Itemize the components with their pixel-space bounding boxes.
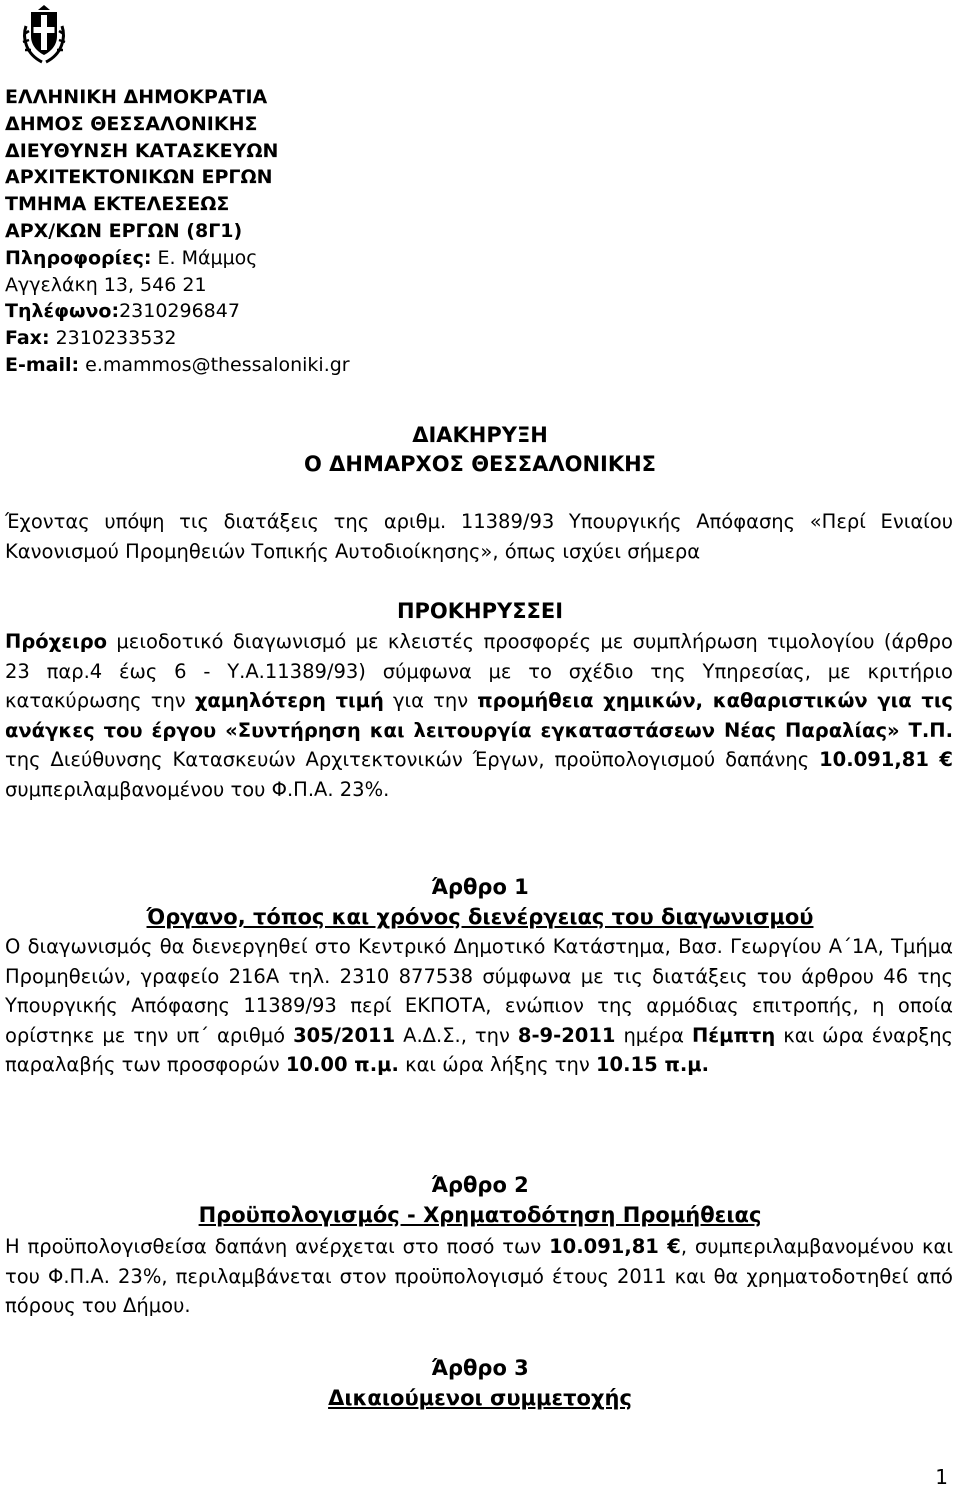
- text: μειοδοτικό διαγωνισμό με κλειστές προσφορές με συμπλήρωση τιμολογίου (άρθρο 23 παρ.4 έως 6 - Υ.Α.11389/93) σύμφωνα με το σχέδιο της Υπηρεσίας, με κριτήριο κατακύρωσης την: [5, 630, 953, 712]
- bold-text: 10.00 π.μ.: [285, 1053, 399, 1076]
- article-1-number: Άρθρο 1: [431, 875, 529, 899]
- preamble: [5, 507, 953, 566]
- email-label: E-mail:: [5, 353, 80, 376]
- article-2-body: [5, 1232, 953, 1321]
- header-line: ΑΡΧΙΤΕΚΤΟΝΙΚΩΝ ΕΡΓΩΝ: [5, 166, 273, 189]
- text: Ο διαγωνισμός θα διενεργηθεί στο Κεντρικό Δημοτικό Κατάστημα, Βασ. Γεωργίου Α΄1Α, Τμήμα Προμηθειών, γραφείο 216Α τηλ. 2310 877538 σύμφωνα με τις διατάξεις του άρθρου 46 της Υπουργικής Απόφασης 11389/93 περί ΕΚΠΟΤΑ, ενώπιον της αρμόδιας επιτροπής, η οποία ορίστηκε με την υπ΄ αριθμό: [5, 935, 953, 1047]
- bold-text: 305/2011: [293, 1023, 396, 1047]
- contact-info: [5, 245, 605, 272]
- text: για την: [383, 689, 478, 712]
- preamble-text: Έχοντας υπόψη τις διατάξεις της αριθμ. 11389/93 Υπουργικής Απόφασης «Περί Ενιαίου Κανονισμού Προμηθειών Τοπικής Αυτοδιοίκησης», όπως ισχύει σήμερα: [5, 510, 953, 563]
- address: Αγγελάκη 13, 546 21: [5, 273, 207, 296]
- bold-text: χαμηλότερη τιμή: [194, 689, 384, 712]
- fax-value: 2310233532: [49, 327, 177, 350]
- proclaims-heading: ΠΡΟΚΗΡΥΣΣΕΙ: [396, 599, 564, 623]
- bold-text: 8-9-2011: [517, 1023, 616, 1047]
- text: και ώρα λήξης την: [398, 1053, 596, 1076]
- phone-label: Τηλέφωνο:: [5, 300, 120, 323]
- header-line: ΑΡΧ/ΚΩΝ ΕΡΓΩΝ (8Γ1): [5, 219, 243, 242]
- greek-emblem-icon: [20, 4, 68, 64]
- header-line: ΕΛΛΗΝΙΚΗ ΔΗΜΟΚΡΑΤΙΑ: [5, 86, 268, 108]
- text: της Διεύθυνσης Κατασκευών Αρχιτεκτονικών Έργων, προϋπολογισμού δαπάνης: [5, 748, 820, 771]
- document-title: ΔΙΑΚΗΡΥΞΗ: [412, 423, 548, 447]
- email: [5, 352, 605, 379]
- issuer-title: Ο ΔΗΜΑΡΧΟΣ ΘΕΣΣΑΛΟΝΙΚΗΣ: [303, 452, 657, 476]
- header-line: ΔΙΕΥΘΥΝΣΗ ΚΑΤΑΣΚΕΥΩΝ: [5, 139, 279, 162]
- text: Α.Δ.Σ., την: [395, 1023, 518, 1047]
- phone-value: 2310296847: [119, 300, 240, 323]
- article-3-number: Άρθρο 3: [431, 1356, 529, 1380]
- article-3-title: Δικαιούμενοι συμμετοχής: [328, 1386, 632, 1410]
- text: και ώρα έναρξης παραλαβής των προσφορών: [5, 1023, 954, 1076]
- article-1-title: Όργανο, τόπος και χρόνος διενέργειας του διαγωνισμού: [146, 905, 814, 929]
- page-number: 1: [935, 1465, 948, 1489]
- bold-text: Πρόχειρο: [5, 630, 108, 653]
- header-line: ΤΜΗΜΑ ΕΚΤΕΛΕΣΕΩΣ: [5, 193, 230, 216]
- text: ημέρα: [615, 1023, 692, 1047]
- article-2-number: Άρθρο 2: [431, 1173, 529, 1197]
- fax-label: Fax:: [5, 327, 50, 350]
- bold-text: προμήθεια χημικών, καθαριστικών για τις ανάγκες του έργου «Συντήρηση και λειτουργία εγκαταστάσεων Νέας Παραλίας» Τ.Π.: [5, 689, 953, 742]
- text: συμπεριλαμβανομένου του Φ.Π.Α. 23%.: [5, 777, 390, 801]
- fax: [5, 325, 605, 352]
- proclamation: [5, 627, 953, 804]
- bold-text: Πέμπτη: [691, 1023, 776, 1047]
- text: Η προϋπολογισθείσα δαπάνη ανέρχεται στο ποσό των: [5, 1235, 550, 1258]
- email-value: e.mammos@thessaloniki.gr: [79, 353, 350, 376]
- issuer-header: [5, 84, 605, 379]
- header-line: ΔΗΜΟΣ ΘΕΣΣΑΛΟΝΙΚΗΣ: [5, 112, 258, 135]
- article-1-body: [5, 932, 953, 1080]
- info-label: Πληροφορίες:: [5, 246, 152, 269]
- bold-text: 10.091,81 €: [819, 748, 954, 771]
- info-value: Ε. Μάμμος: [151, 246, 258, 269]
- text: , συμπεριλαμβανομένου και του Φ.Π.Α. 23%, περιλαμβάνεται στον προϋπολογισμό έτους 2011 και θα χρηματοδοτηθεί από πόρους του Δήμου.: [5, 1235, 953, 1317]
- bold-text: 10.15 π.μ.: [595, 1053, 710, 1076]
- phone: [5, 298, 605, 325]
- article-2-title: Προϋπολογισμός - Χρηματοδότηση Προμήθειας: [198, 1203, 762, 1227]
- bold-text: 10.091,81 €: [549, 1235, 681, 1258]
